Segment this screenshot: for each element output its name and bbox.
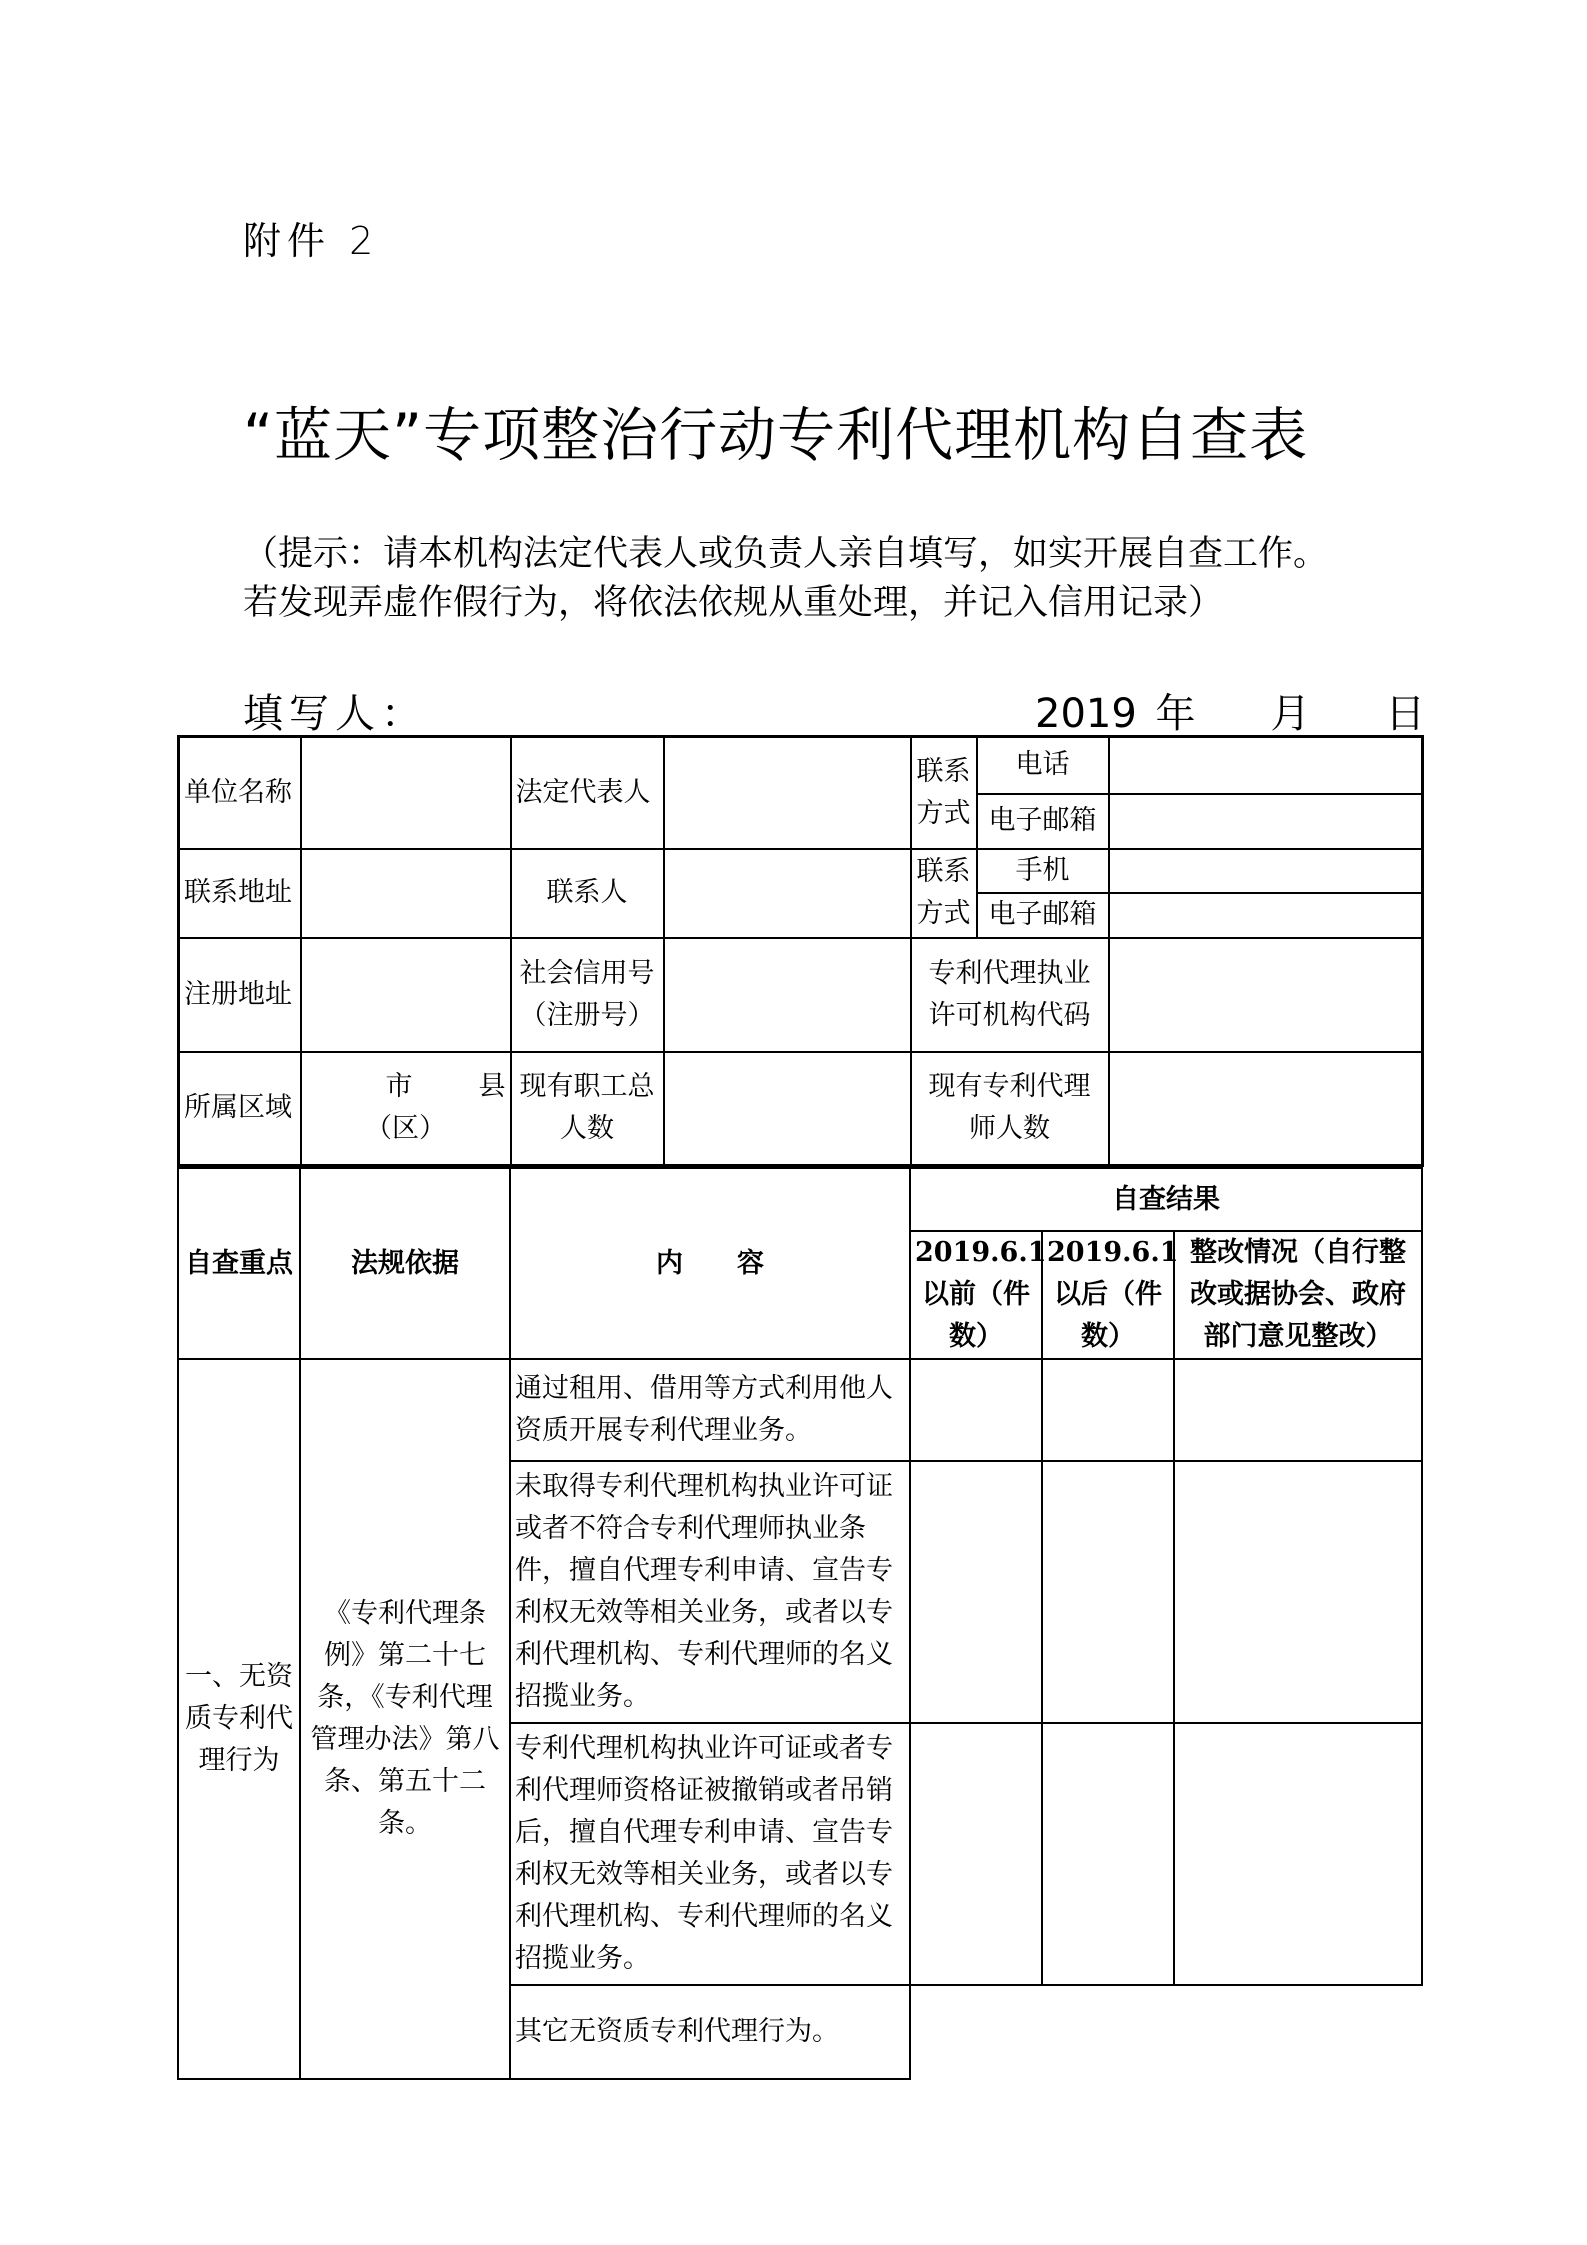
phone-field[interactable] (1109, 737, 1423, 794)
section1-focus: 一、无资质专利代理行为 (178, 1359, 300, 2079)
contact-address-field[interactable] (301, 849, 511, 938)
date-field: 2019 年 月 日 (1035, 691, 1426, 737)
header-before: 2019.6.1以前（件数） (910, 1231, 1042, 1359)
unit-name-field[interactable] (301, 737, 511, 849)
license-code-field[interactable] (1109, 938, 1423, 1052)
contact-method-label-2: 联系方式 (911, 849, 977, 938)
info-table (177, 735, 1424, 1167)
mobile-field[interactable] (1109, 849, 1423, 893)
section1-item-1: 通过租用、借用等方式利用他人资质开展专利代理业务。 (510, 1359, 910, 1461)
license-code-label: 专利代理执业许可机构代码 (911, 938, 1109, 1052)
legal-rep-label: 法定代表人 (511, 737, 664, 849)
agent-count-label: 现有专利代理师人数 (911, 1052, 1109, 1166)
email-field[interactable] (1109, 794, 1423, 849)
header-result: 自查结果 (910, 1168, 1422, 1231)
section1-item-2: 未取得专利代理机构执业许可证或者不符合专利代理师执业条件，擅自代理专利申请、宣告专利权无效等相关业务，或者以专利代理机构、专利代理师的名义招揽业务。 (510, 1461, 910, 1723)
item3-after-field[interactable] (1042, 1723, 1174, 1985)
hint-line-1: （提示：请本机构法定代表人或负责人亲自填写，如实开展自查工作。 (243, 534, 1329, 574)
item1-rectify-field[interactable] (1174, 1359, 1422, 1461)
registered-address-label: 注册地址 (179, 938, 301, 1052)
item1-before-field[interactable] (910, 1359, 1042, 1461)
item3-rectify-field[interactable] (1174, 1723, 1422, 1985)
item2-rectify-field[interactable] (1174, 1461, 1422, 1723)
unit-name-label: 单位名称 (179, 737, 301, 849)
region-county-label: 县 (478, 1071, 506, 1103)
email-label-2: 电子邮箱 (977, 893, 1109, 938)
registered-address-field[interactable] (301, 938, 511, 1052)
hint-line-2: 若发现弄虚作假行为，将依法依规从重处理，并记入信用记录） (243, 583, 1224, 623)
region-district-label: （区） (365, 1113, 446, 1145)
staff-count-label: 现有职工总人数 (511, 1052, 664, 1166)
contact-method-label: 联系方式 (911, 737, 977, 849)
header-basis: 法规依据 (300, 1168, 510, 1359)
item4-after-field[interactable] (1042, 1985, 1174, 2079)
mobile-label: 手机 (977, 849, 1109, 893)
section1-item-3: 专利代理机构执业许可证或者专利代理师资格证被撤销或者吊销后，擅自代理专利申请、宣告专利权无效等相关业务，或者以专利代理机构、专利代理师的名义招揽业务。 (510, 1723, 910, 1985)
email-label: 电子邮箱 (977, 794, 1109, 849)
item1-after-field[interactable] (1042, 1359, 1174, 1461)
filler-label: 填写人： (243, 691, 427, 737)
header-focus: 自查重点 (178, 1168, 300, 1359)
attachment-label: 附件 2 (243, 219, 380, 263)
region-city-label: 市 (385, 1071, 413, 1103)
region-label: 所属区域 (179, 1052, 301, 1166)
self-check-table (177, 1167, 1423, 2080)
phone-label: 电话 (977, 737, 1109, 794)
section1-item-4: 其它无资质专利代理行为。 (510, 1985, 910, 2079)
item2-before-field[interactable] (910, 1461, 1042, 1723)
section1-basis: 《专利代理条例》第二十七条，《专利代理管理办法》第八条、第五十二条。 (300, 1359, 510, 2079)
header-rectify: 整改情况（自行整改或据协会、政府部门意见整改） (1174, 1231, 1422, 1359)
contact-person-label: 联系人 (511, 849, 664, 938)
header-after: 2019.6.1以后（件数） (1042, 1231, 1174, 1359)
social-credit-field[interactable] (664, 938, 911, 1052)
header-content: 内 容 (510, 1168, 910, 1359)
item2-after-field[interactable] (1042, 1461, 1174, 1723)
contact-address-label: 联系地址 (179, 849, 301, 938)
contact-person-field[interactable] (664, 849, 911, 938)
staff-count-field[interactable] (664, 1052, 911, 1166)
email-field-2[interactable] (1109, 893, 1423, 938)
region-field[interactable] (301, 1052, 511, 1166)
item4-before-field[interactable] (910, 1985, 1042, 2079)
item4-rectify-field[interactable] (1174, 1985, 1422, 2079)
page-title: “蓝天”专项整治行动专利代理机构自查表 (243, 401, 1309, 469)
social-credit-label: 社会信用号（注册号） (511, 938, 664, 1052)
item3-before-field[interactable] (910, 1723, 1042, 1985)
agent-count-field[interactable] (1109, 1052, 1423, 1166)
legal-rep-field[interactable] (664, 737, 911, 849)
